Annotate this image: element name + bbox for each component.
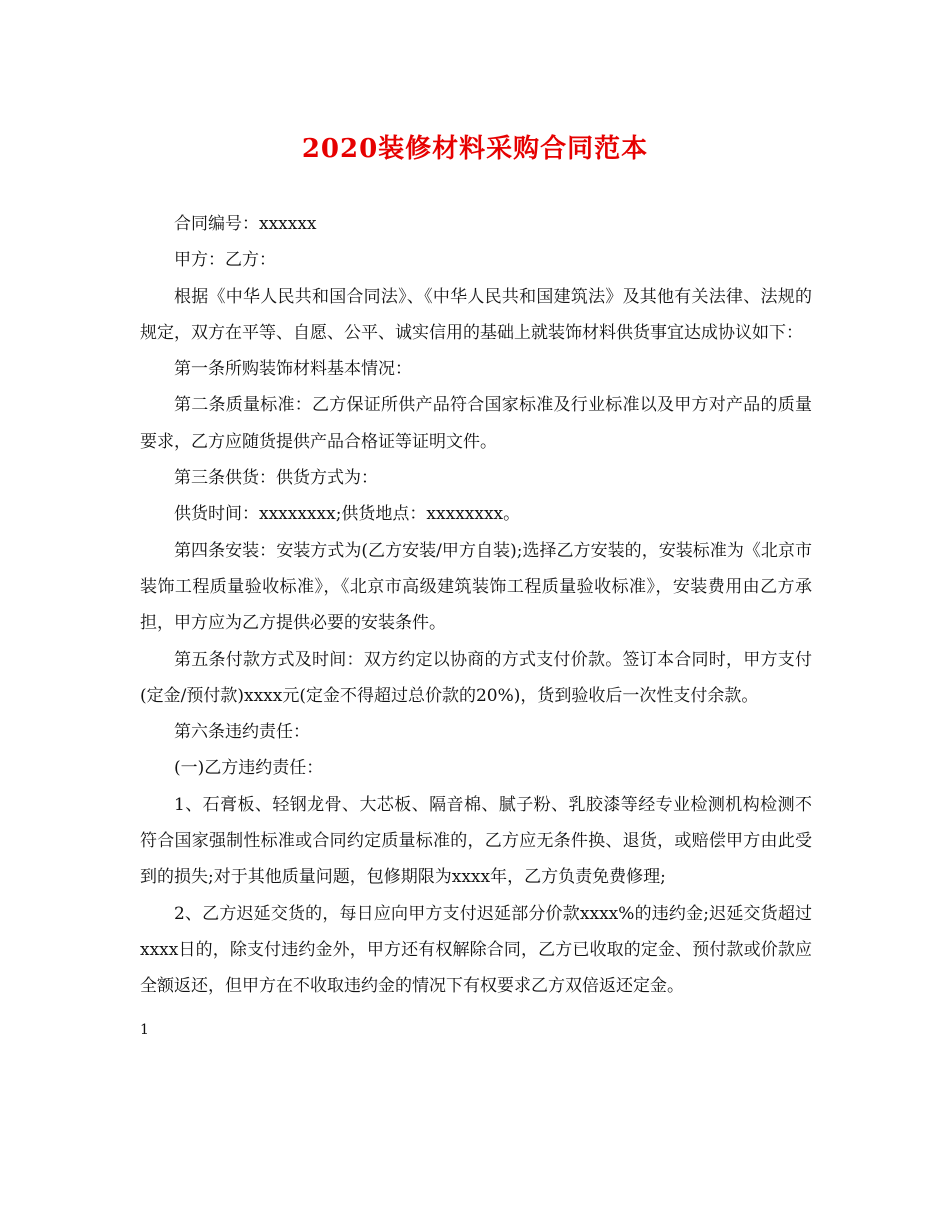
supply-time-location: 供货时间：xxxxxxxx;供货地点：xxxxxxxx。 [174,504,521,525]
article-4-installation: 第四条安装：安装方式为(乙方安装/甲方自装);选择乙方安装的，安装标准为《北京市装饰工程质量验收标准》，《北京市高级建筑装饰工程质量验收标准》，安装费用由乙方承担，甲方应为乙方提供必要的安装条件。 [140,540,812,634]
article-6-liability: 第六条违约责任： [174,722,310,743]
liability-clause-1: 1、石膏板、轻钢龙骨、大芯板、隔音棉、腻子粉、乳胶漆等经专业检测机构检测不符合国家强制性标准或合同约定质量标准的，乙方应无条件换、退货，或赔偿甲方由此受到的损失;对于其他质量问题，包修期限为xxxx年，乙方负责免费修理; [140,794,812,888]
parties-line: 甲方：乙方： [174,250,276,271]
preamble-paragraph: 根据《中华人民共和国合同法》、《中华人民共和国建筑法》及其他有关法律、法规的规定，双方在平等、自愿、公平、诚实信用的基础上就装饰材料供货事宜达成协议如下： [140,286,812,343]
contract-number: 合同编号：xxxxxx [174,214,317,234]
liability-clause-2: 2、乙方迟延交货的，每日应向甲方支付迟延部分价款xxxx%的违约金;迟延交货超过xxxx日的，除支付违约金外，甲方还有权解除合同，乙方已收取的定金、预付款或价款应全额返还，但甲方在不收取违约金的情况下有权要求乙方双倍返还定金。 [140,903,812,997]
article-1: 第一条所购装饰材料基本情况： [174,359,412,380]
article-3-supply: 第三条供货：供货方式为： [174,468,378,489]
document-body [140,206,812,1005]
document-title: 2020装修材料采购合同范本 [301,134,649,164]
party-b-liability-heading: (一)乙方违约责任： [174,758,324,779]
article-5-payment: 第五条付款方式及时间：双方约定以协商的方式支付价款。签订本合同时，甲方支付(定金/预付款)xxxx元(定金不得超过总价款的20%)，货到验收后一次性支付余款。 [140,649,812,706]
page-number: 1 [140,1022,149,1038]
article-2-quality: 第二条质量标准：乙方保证所供产品符合国家标准及行业标准以及甲方对产品的质量要求，乙方应随货提供产品合格证等证明文件。 [140,395,812,452]
